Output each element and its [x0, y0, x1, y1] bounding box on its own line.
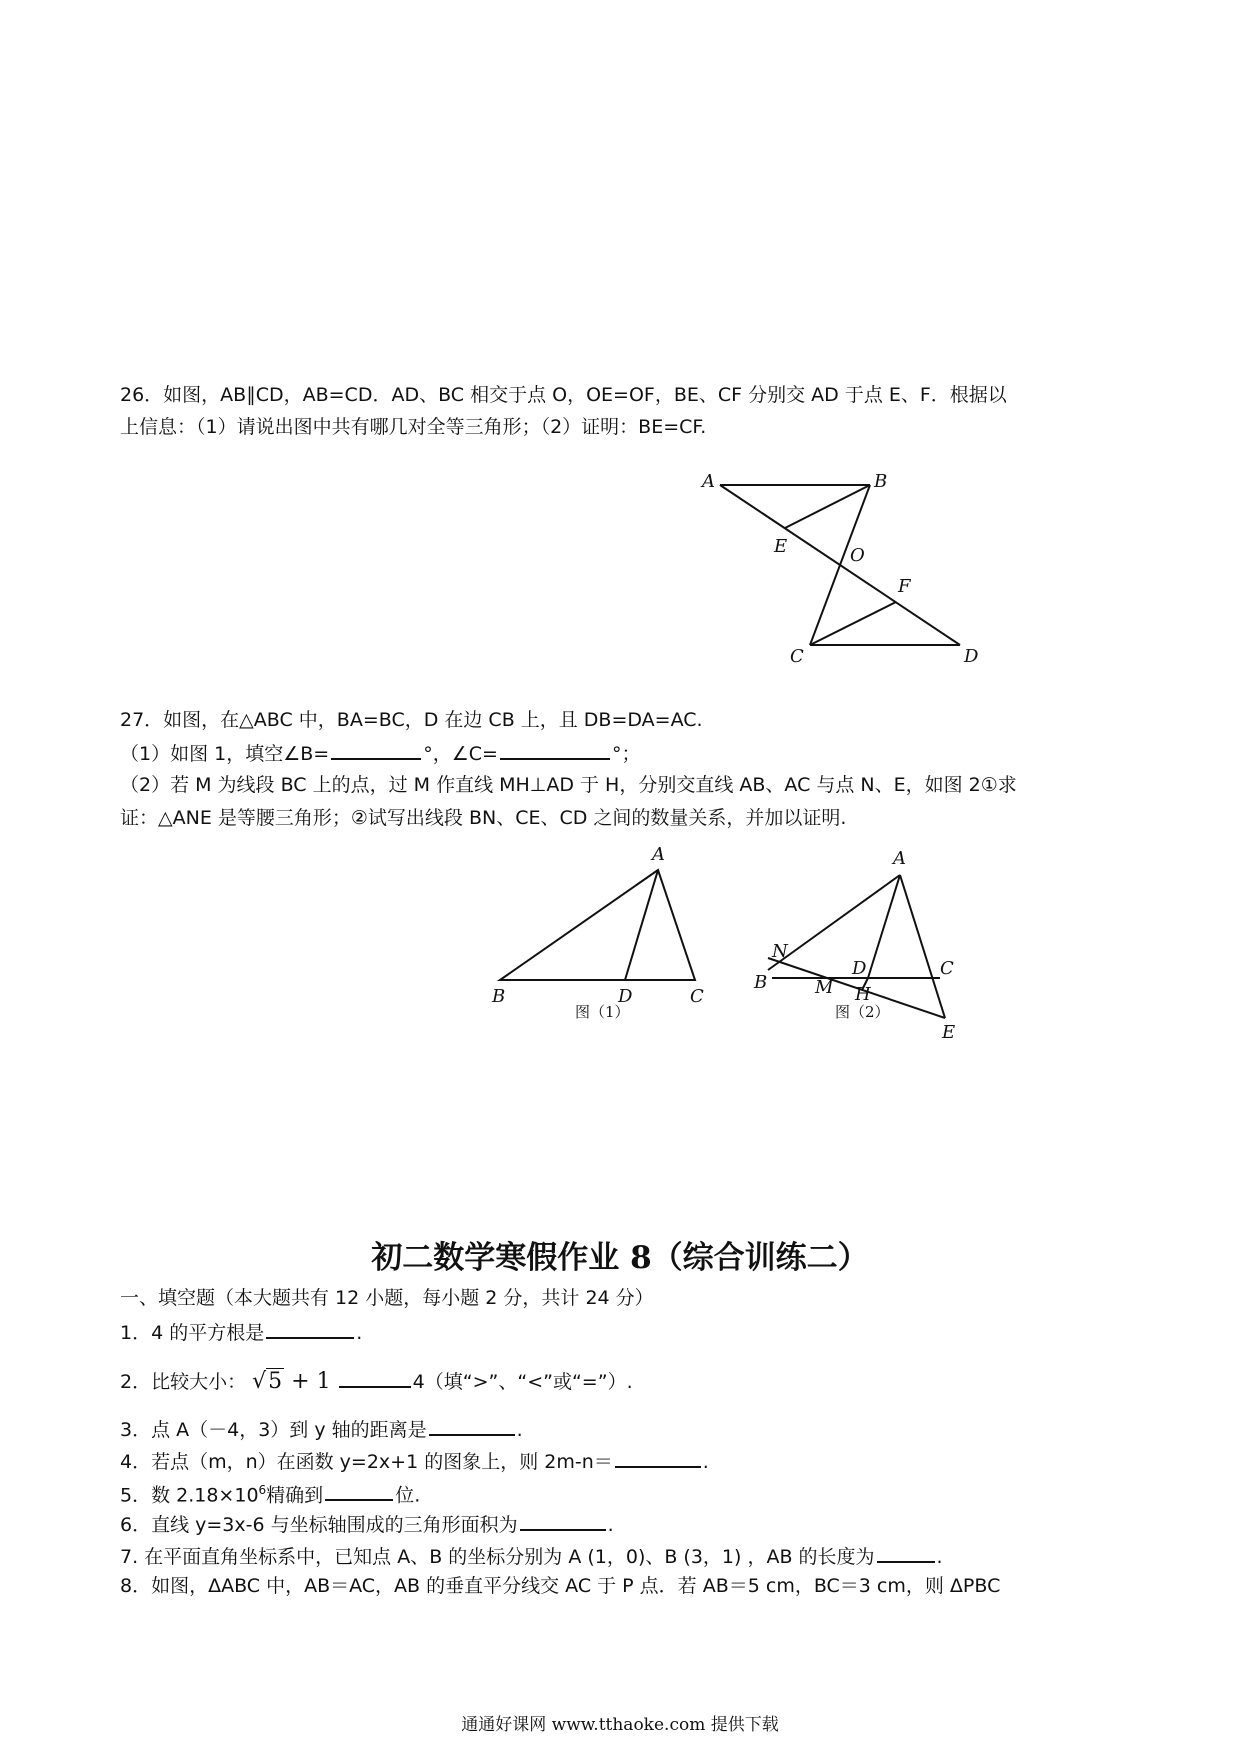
sqrt-expression: √5 + 1 — [252, 1369, 331, 1394]
label-f: F — [898, 576, 911, 597]
q27-figure-1 — [480, 840, 720, 1040]
label-h: H — [855, 984, 871, 1005]
q26-line-2: 上信息：（1）请说出图中共有哪几对全等三角形；（2）证明：BE=CF. — [120, 416, 707, 438]
label-e: E — [942, 1022, 956, 1043]
item-5-text: 5．数 2.18×10 — [120, 1484, 259, 1507]
item-6-text: 6．直线 y=3x-6 与坐标轴围成的三角形面积为 — [120, 1514, 518, 1536]
section-title: 初二数学寒假作业 8（综合训练二） — [371, 1240, 869, 1276]
item-5-text-b: 精确到 — [266, 1484, 324, 1507]
label-o: O — [850, 545, 865, 566]
label-n: N — [772, 941, 788, 962]
item-4-end: . — [702, 1451, 709, 1473]
q27-line-1: 27．如图，在△ABC 中，BA=BC，D 在边 CB 上，且 DB=DA=AC. — [120, 709, 703, 731]
section-heading: 一、填空题（本大题共有 12 小题，每小题 2 分，共计 24 分） — [120, 1287, 654, 1309]
item-7-end: . — [936, 1546, 943, 1568]
label-a: A — [652, 844, 665, 865]
q26-figure — [690, 460, 1010, 675]
item-2-end: 4（填“>”、“<”或“=”）. — [412, 1371, 633, 1393]
item-3 — [120, 1414, 1130, 1443]
label-a: A — [893, 848, 906, 869]
item-5 — [120, 1477, 1130, 1508]
q26-line-1: 26．如图，AB∥CD，AB=CD．AD、BC 相交于点 O，OE=OF，BE、CF 分别交 AD 于点 E、F．根据以 — [120, 384, 1007, 406]
item-4-blank[interactable] — [615, 1446, 701, 1468]
label-b: B — [754, 972, 768, 993]
q27-line-3: （2）若 M 为线段 BC 上的点，过 M 作直线 MH⊥AD 于 H，分别交直线 AB、AC 与点 N、E，如图 2①求 — [120, 774, 1017, 796]
q27-part1-text-a: （1）如图 1，填空∠B= — [120, 743, 330, 765]
q27-part1-text-c: °； — [611, 743, 641, 765]
item-7-blank[interactable] — [877, 1541, 935, 1563]
segment-ad — [625, 870, 658, 980]
item-7 — [120, 1541, 1130, 1570]
item-4 — [120, 1446, 1130, 1475]
item-3-end: . — [516, 1419, 523, 1441]
angle-b-blank[interactable] — [331, 738, 421, 760]
segment-na — [768, 875, 900, 970]
item-1 — [120, 1317, 1130, 1346]
item-2-blank[interactable] — [339, 1366, 411, 1388]
sqrt-plus-one: + 1 — [291, 1369, 331, 1394]
item-8: 8．如图，ΔABC 中，AB＝AC，AB 的垂直平分线交 AC 于 P 点．若 AB＝5 cm，BC＝3 cm，则 ΔPBC — [120, 1575, 1001, 1597]
label-e: E — [774, 536, 788, 557]
item-2-text: 2．比较大小： — [120, 1371, 247, 1393]
figure-1-caption: 图（1） — [575, 1003, 630, 1021]
angle-c-blank[interactable] — [500, 738, 610, 760]
q27-part1-text-b: °，∠C= — [423, 743, 498, 765]
item-7-text: 7. 在平面直角坐标系中，已知点 A、B 的坐标分别为 A (1，0)、B (3，1) ，AB 的长度为 — [120, 1546, 875, 1568]
item-1-blank[interactable] — [266, 1317, 354, 1339]
label-b: B — [492, 986, 506, 1007]
item-5-exponent: 6 — [258, 1483, 267, 1497]
item-1-end: . — [356, 1322, 363, 1344]
item-3-blank[interactable] — [429, 1414, 515, 1436]
item-1-text: 1．4 的平方根是 — [120, 1322, 265, 1344]
item-4-text: 4．若点（m，n）在函数 y=2x+1 的图象上，则 2m-n＝ — [120, 1451, 613, 1473]
item-5-blank[interactable] — [325, 1479, 393, 1501]
q27-figure-2 — [750, 840, 980, 1043]
label-d: D — [964, 646, 979, 667]
sqrt-radicand: 5 — [268, 1369, 283, 1394]
label-a: A — [702, 471, 715, 492]
label-d: D — [618, 986, 633, 1007]
label-b: B — [874, 471, 888, 492]
triangle-abc — [500, 870, 695, 980]
item-5-end: 位. — [395, 1484, 421, 1507]
item-6 — [120, 1509, 1130, 1538]
label-c: C — [690, 986, 704, 1007]
label-d: D — [852, 958, 867, 979]
item-3-text: 3．点 A（－4，3）到 y 轴的距离是 — [120, 1419, 427, 1441]
q27-line-4: 证：△ANE 是等腰三角形；②试写出线段 BN、CE、CD 之间的数量关系，并加以证明. — [120, 807, 847, 829]
item-2 — [120, 1366, 1130, 1395]
page-footer: 通通好课网 www.tthaoke.com 提供下载 — [461, 1715, 779, 1735]
label-m: M — [815, 977, 834, 998]
label-c: C — [790, 646, 804, 667]
item-6-end: . — [607, 1514, 614, 1536]
label-c: C — [940, 958, 954, 979]
figure-2-caption: 图（2） — [835, 1003, 890, 1021]
item-6-blank[interactable] — [520, 1509, 606, 1531]
line-ace — [900, 875, 945, 1018]
segment-ad — [868, 875, 900, 978]
q27-line-2 — [120, 738, 1130, 767]
